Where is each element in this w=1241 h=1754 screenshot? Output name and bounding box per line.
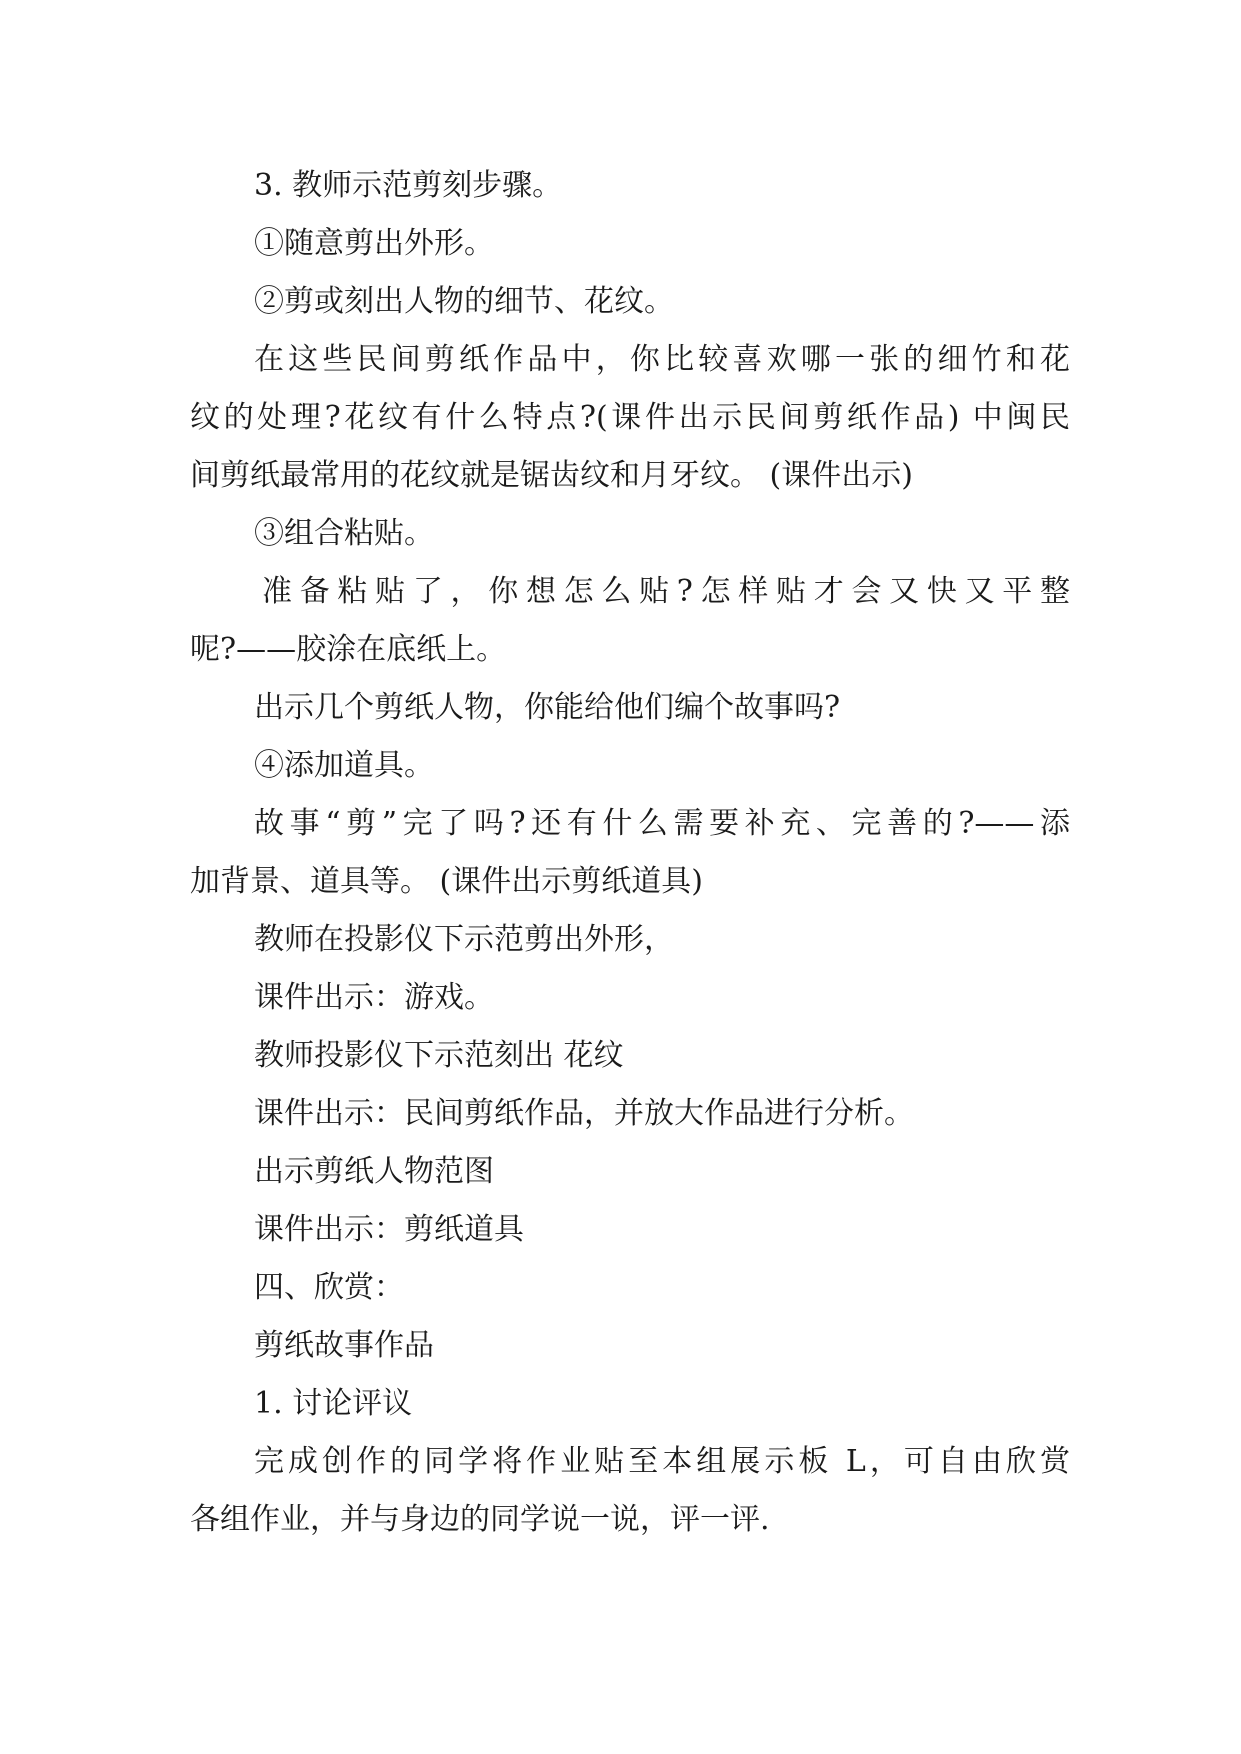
paragraph-line: 课件出示：剪纸道具	[254, 1212, 524, 1247]
paragraph-line: 间剪纸最常用的花纹就是锯齿纹和月牙纹。 (课件出示)	[190, 458, 913, 493]
paragraph-line: 教师在投影仪下示范剪出外形，	[254, 922, 674, 957]
paragraph-line: 呢?——胶涂在底纸上。	[190, 632, 507, 667]
paragraph-line: 教师投影仪下示范刻出 花纹	[254, 1038, 624, 1073]
paragraph-line: 纹的处理?花纹有什么特点?(课件出示民间剪纸作品) 中闽民	[190, 400, 1070, 435]
paragraph-line: 加背景、道具等。 (课件出示剪纸道具)	[190, 864, 703, 899]
paragraph-line: 出示几个剪纸人物，你能给他们编个故事吗?	[254, 690, 841, 725]
subsection-heading: 1. 讨论评议	[254, 1386, 413, 1421]
paragraph-line: 出示剪纸人物范图	[254, 1154, 494, 1189]
paragraph-line: 剪纸故事作品	[254, 1328, 434, 1363]
paragraph-line: 完成创作的同学将作业贴至本组展示板 L，可自由欣赏	[254, 1444, 1070, 1479]
step-item-3: ③组合粘贴。	[254, 516, 434, 551]
paragraph-line: 课件出示：游戏。	[254, 980, 494, 1015]
paragraph-line: 故事“剪”完了吗?还有什么需要补充、完善的?——添	[254, 806, 1070, 841]
step-item-4: ④添加道具。	[254, 748, 434, 783]
step-3-heading: 3. 教师示范剪刻步骤。	[254, 168, 563, 203]
paragraph-line: 准备粘贴了，你想怎么贴?怎样贴才会又快又平整	[262, 574, 1070, 609]
step-item-1: ①随意剪出外形。	[254, 226, 494, 261]
step-item-2: ②剪或刻出人物的细节、花纹。	[254, 284, 674, 319]
paragraph-line: 在这些民间剪纸作品中，你比较喜欢哪一张的细竹和花	[254, 342, 1070, 377]
paragraph-line: 课件出示：民间剪纸作品，并放大作品进行分析。	[254, 1096, 914, 1131]
paragraph-line: 各组作业，并与身边的同学说一说，评一评.	[190, 1502, 770, 1537]
section-heading: 四、欣赏：	[254, 1270, 404, 1305]
